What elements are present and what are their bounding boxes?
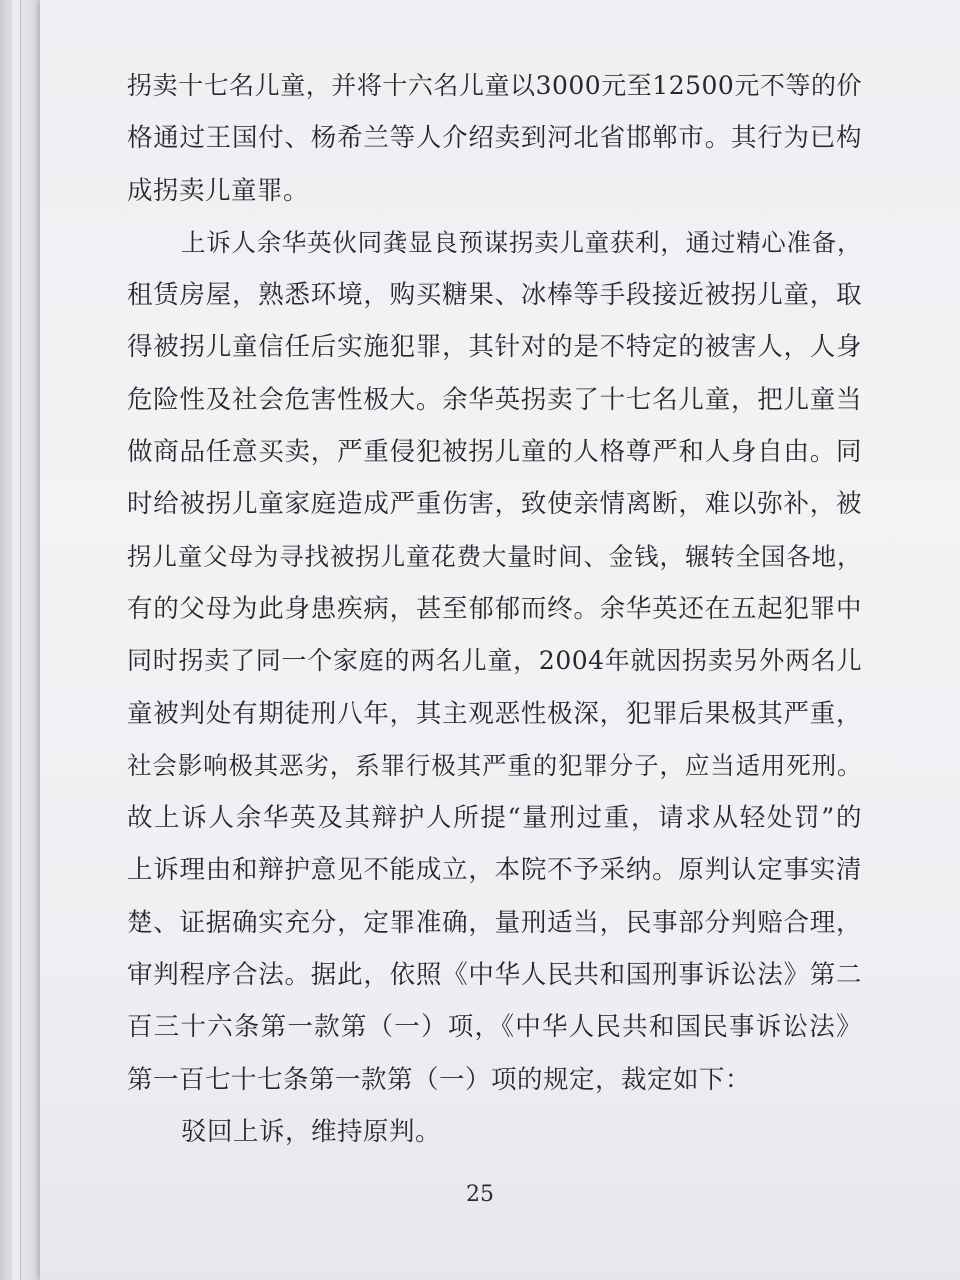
page-number: 25	[466, 1182, 494, 1207]
text-line: 成拐卖儿童罪。	[127, 175, 310, 206]
text-line: 同时拐卖了同一个家庭的两名儿童，2004年就因拐卖另外两名儿	[127, 646, 862, 676]
text-line: 危险性及社会危害性极大。余华英拐卖了十七名儿童，把儿童当	[127, 384, 862, 415]
text-line: 得被拐儿童信任后实施犯罪，其针对的是不特定的被害人，人身	[127, 332, 862, 363]
text-line: 审判程序合法。据此，依照《中华人民共和国刑事诉讼法》第二	[127, 960, 862, 991]
text-line: 拐儿童父母为寻找被拐儿童花费大量时间、金钱，辗转全国各地，	[127, 541, 862, 571]
text-line: 上诉理由和辩护意见不能成立，本院不予采纳。原判认定事实清	[127, 855, 862, 886]
text-line: 故上诉人余华英及其辩护人所提“量刑过重，请求从轻处罚”的	[127, 803, 862, 834]
text-line: 时给被拐儿童家庭造成严重伤害，致使亲情离断，难以弥补，被	[127, 489, 862, 520]
text-line: 上诉人余华英伙同龚显良预谋拐卖儿童获利，通过精心准备，	[181, 227, 862, 257]
text-line: 社会影响极其恶劣，系罪行极其严重的犯罪分子，应当适用死刑。	[127, 750, 862, 780]
text-line: 有的父母为此身患疾病，甚至郁郁而终。余华英还在五起犯罪中	[127, 593, 862, 624]
ruling-line: 驳回上诉，维持原判。	[181, 1116, 442, 1147]
text-line: 第一百七十七条第一款第（一）项的规定，裁定如下：	[127, 1064, 752, 1095]
judgment-text	[127, 66, 862, 1164]
underlying-page-edge	[12, 0, 21, 1280]
text-line: 拐卖十七名儿童，并将十六名儿童以3000元至12500元不等的价	[127, 71, 862, 100]
text-line: 童被判处有期徒刑八年，其主观恶性极深，犯罪后果极其严重，	[127, 698, 862, 729]
text-line: 百三十六条第一款第（一）项，《中华人民共和国民事诉讼法》	[127, 1012, 862, 1043]
text-line: 楚、证据确实充分，定罪准确，量刑适当，民事部分判赔合理，	[127, 907, 862, 938]
text-line: 做商品任意买卖，严重侵犯被拐儿童的人格尊严和人身自由。同	[127, 437, 862, 468]
text-line: 格通过王国付、杨希兰等人介绍卖到河北省邯郸市。其行为已构	[127, 123, 862, 154]
text-line: 租赁房屋，熟悉环境，购买糖果、冰棒等手段接近被拐儿童，取	[127, 280, 862, 311]
